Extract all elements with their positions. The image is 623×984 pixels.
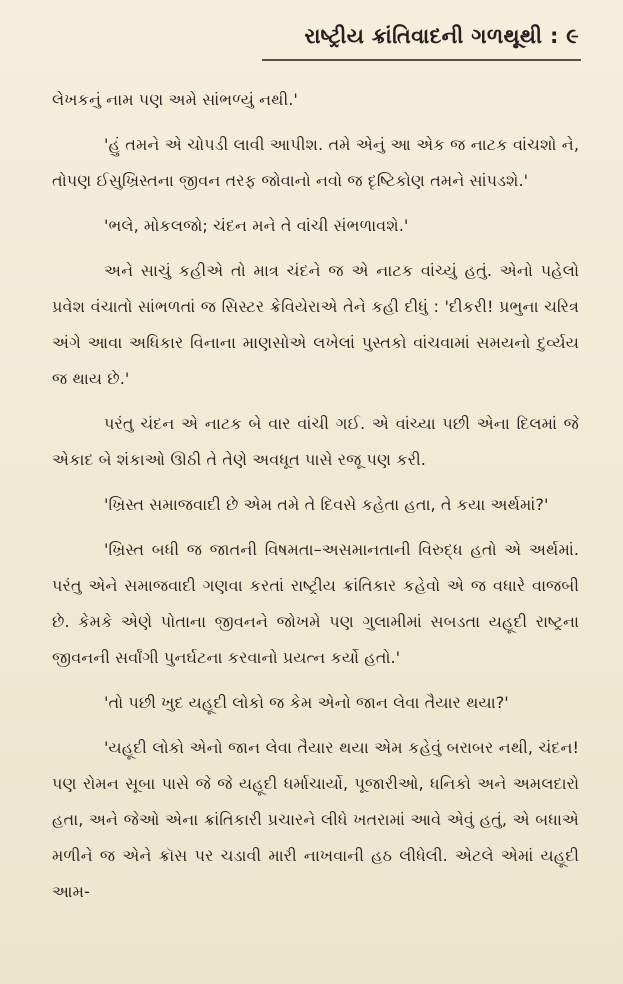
paragraph-6: 'ખ્રિસ્ત સમાજવાદી છે એમ તમે તે દિવસે કહેતા હતા, તે કયા અર્થમાં?': [104, 495, 549, 514]
body-text: [52, 82, 579, 919]
paragraph-8: 'તો પછી ખુદ યહૂદી લોકો જ કેમ એનો જાન લેવા તૈયાર થયા?': [104, 693, 509, 712]
paragraph-4: અને સાચું કહીએ તો માત્ર ચંદને જ એ નાટક વાંચ્યું હતું. એનો પહેલો પ્રવેશ વંચાતો સાંભળતાં જ સિસ્ટર ક્રેવિયેરાએ તેને કહી દીધું : 'દીકરી! પ્રભુના ચરિત્ર અંગે આવા અધિકાર વિનાના માણસોએ લખેલાં પુસ્તકો વાંચવામાં સમયનો દુર્વ્યય જ થાય છે.': [52, 261, 579, 388]
paragraph-9: 'યહૂદી લોકો એનો જાન લેવા તૈયાર થયા એમ કહેવું બરાબર નથી, ચંદન! પણ રોમન સૂબા પાસે જે જે યહૂદી ધર્માચાર્યો, પૂજારીઓ, ધનિકો અને અમલદારો હતા, અને જેઓ એના ક્રાંતિકારી પ્રચારને લીધે ખતરામાં આવે એવું હતું, એ બધાએ મળીને જ એને ક્રૉસ પર ચડાવી મારી નાખવાની હઠ લીધેલી. એટલે એમાં યહૂદી આમ-: [52, 738, 579, 901]
paragraph-2: 'હું તમને એ ચોપડી લાવી આપીશ. તમે એનું આ એક જ નાટક વાંચશો ને, તોપણ ઈસુખ્રિસ્તના જીવન તરફ જોવાનો નવો જ દૃષ્ટિકોણ તમને સાંપડશે.': [52, 135, 579, 190]
paragraph-3: 'ભલે, મોકલજો; ચંદન મને તે વાંચી સંભળાવશે.': [104, 216, 409, 235]
header-rule: [262, 59, 581, 61]
running-head: રાષ્ટ્રીય ક્રાંતિવાદની ગળથૂથી : ૯: [304, 24, 579, 48]
paragraph-1: લેખકનું નામ પણ અમે સાંભળ્યું નથી.': [52, 90, 298, 109]
paragraph-7: 'ખ્રિસ્ત બધી જ જાતની વિષમતા–અસમાનતાની વિરુદ્ધ હતો એ અર્થમાં. પરંતુ એને સમાજવાદી ગણવા કરતાં રાષ્ટ્રીય ક્રાંતિકાર કહેવો એ જ વધારે વાજબી છે. કેમકે એણે પોતાના જીવનને જોખમે પણ ગુલામીમાં સબડતા યહૂદી રાષ્ટ્રના જીવનની સર્વાંગી પુનર્ઘટના કરવાનો પ્રયત્ન કર્યો હતો.': [52, 540, 579, 667]
paragraph-5: પરંતુ ચંદન એ નાટક બે વાર વાંચી ગઈ. એ વાંચ્યા પછી એના દિલમાં જે એકાદ બે શંકાઓ ઊઠી તે તેણે અવધૂત પાસે રજૂ પણ કરી.: [52, 414, 579, 469]
